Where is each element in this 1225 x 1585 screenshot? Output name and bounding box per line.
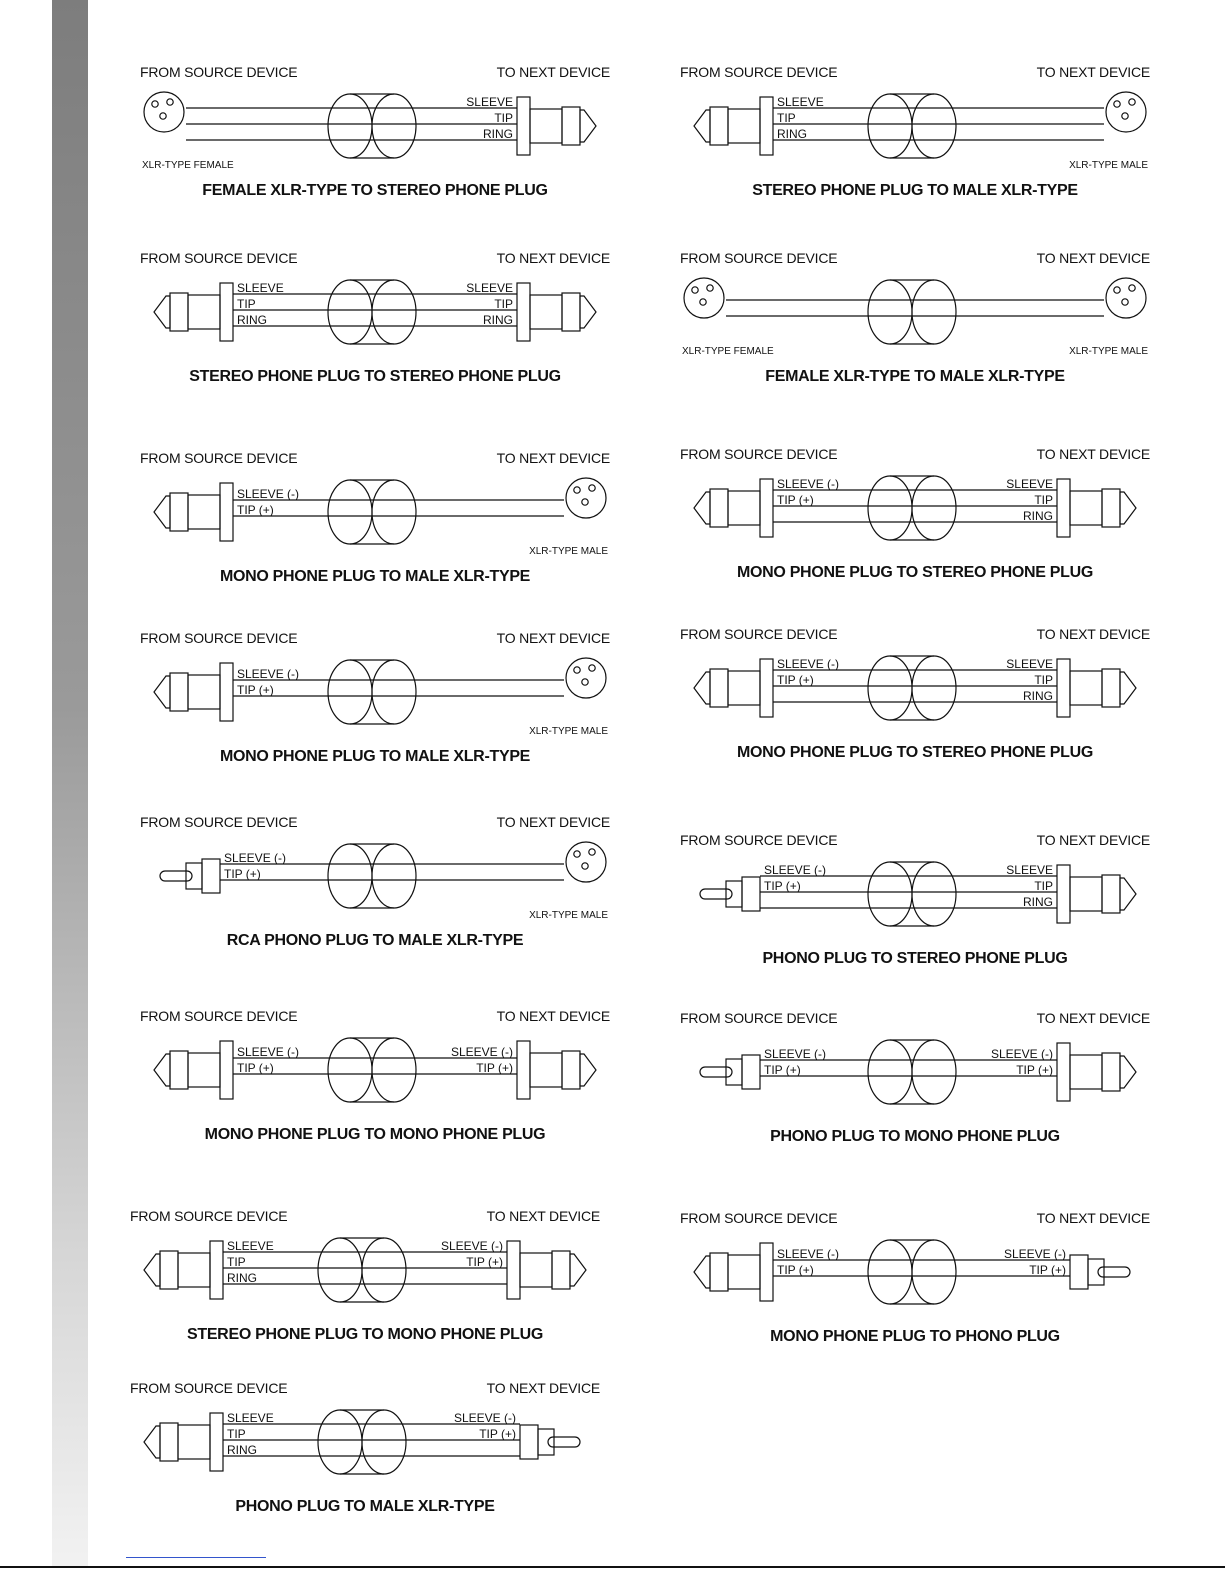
wire-label: TIP [1034, 673, 1053, 687]
plug-body-icon [178, 1253, 210, 1287]
wire-label: RING [227, 1443, 257, 1457]
wire-label: XLR-TYPE MALE [529, 726, 608, 737]
xlr-pin-icon [1122, 113, 1128, 119]
plug-collar-icon [760, 1243, 773, 1301]
wire-label: TIP (+) [237, 683, 274, 697]
xlr-pin-icon [1114, 101, 1120, 107]
plug-collar-icon [1057, 479, 1070, 537]
plug-collar-icon [760, 659, 773, 717]
wiring-diagram [680, 64, 1150, 182]
wire-label: TIP [1034, 493, 1053, 507]
rca-pin-icon [1098, 1267, 1130, 1277]
source-label: FROM SOURCE DEVICE [140, 450, 298, 466]
wire-label: RING [483, 313, 513, 327]
destination-label: TO NEXT DEVICE [486, 1380, 600, 1396]
cable-jacket-icon [868, 656, 912, 720]
diagram-cell [140, 450, 610, 600]
plug-collar-icon [220, 283, 233, 341]
wire-label: RING [1023, 509, 1053, 523]
diagram-caption: MONO PHONE PLUG TO STEREO PHONE PLUG [736, 744, 1094, 761]
plug-tip-icon [580, 110, 596, 142]
wire-label: TIP [494, 297, 513, 311]
cable-jacket-icon [372, 94, 416, 158]
diagram-caption: STEREO PHONE PLUG TO MONO PHONE PLUG [186, 1326, 544, 1343]
diagram-cell [130, 1380, 600, 1530]
plug-body-icon [530, 1053, 562, 1087]
plug-collar-icon [220, 663, 233, 721]
plug-collar-icon [517, 283, 530, 341]
wire-label: TIP [227, 1427, 246, 1441]
destination-label: TO NEXT DEVICE [1036, 250, 1150, 266]
wire-label: TIP (+) [1029, 1263, 1066, 1277]
source-label: FROM SOURCE DEVICE [140, 814, 298, 830]
plug-body-icon [728, 1255, 760, 1289]
plug-collar-icon [517, 1041, 530, 1099]
plug-sleeve-icon [170, 1051, 188, 1089]
wiring-diagram [140, 64, 610, 182]
wire-label: TIP [1034, 879, 1053, 893]
cable-jacket-icon [362, 1238, 406, 1302]
xlr-pin-icon [1122, 299, 1128, 305]
diagram-caption: MONO PHONE PLUG TO MONO PHONE PLUG [204, 1126, 546, 1143]
plug-tip-icon [580, 1054, 596, 1086]
diagram-caption: MONO PHONE PLUG TO STEREO PHONE PLUG [736, 564, 1094, 581]
diagram-cell [140, 64, 610, 214]
wire-label: XLR-TYPE MALE [529, 546, 608, 557]
wiring-diagram [680, 626, 1150, 744]
destination-label: TO NEXT DEVICE [496, 64, 610, 80]
rca-shell-icon [186, 863, 202, 889]
xlr-connector-icon [1106, 92, 1146, 132]
wire-label: RING [777, 127, 807, 141]
destination-label: TO NEXT DEVICE [496, 1008, 610, 1024]
xlr-pin-icon [574, 851, 580, 857]
wire-label: SLEEVE [1006, 863, 1053, 877]
diagram-cell [680, 1010, 1150, 1160]
cable-jacket-icon [868, 476, 912, 540]
diagram-caption: RCA PHONO PLUG TO MALE XLR-TYPE [226, 932, 524, 949]
diagram-caption: PHONO PLUG TO STEREO PHONE PLUG [762, 950, 1068, 967]
plug-body-icon [188, 1053, 220, 1087]
cable-jacket-icon [912, 1040, 956, 1104]
plug-tip-icon [570, 1254, 586, 1286]
footer-link-underline [126, 1557, 266, 1558]
xlr-pin-icon [707, 285, 713, 291]
plug-collar-icon [210, 1241, 223, 1299]
plug-collar-icon [760, 479, 773, 537]
rca-pin-icon [548, 1437, 580, 1447]
plug-body-icon [178, 1425, 210, 1459]
source-label: FROM SOURCE DEVICE [140, 630, 298, 646]
wire-label: TIP (+) [777, 1263, 814, 1277]
plug-collar-icon [507, 1241, 520, 1299]
plug-body-icon [188, 495, 220, 529]
diagram-caption: STEREO PHONE PLUG TO STEREO PHONE PLUG [189, 368, 561, 385]
wire-label: SLEEVE [1006, 657, 1053, 671]
diagram-caption: FEMALE XLR-TYPE TO MALE XLR-TYPE [765, 368, 1065, 385]
plug-tip-icon [580, 296, 596, 328]
diagram-cell [680, 250, 1150, 400]
wire-label: RING [1023, 689, 1053, 703]
wiring-diagram [680, 1010, 1150, 1128]
diagram-cell [130, 1208, 600, 1358]
rca-collar-icon [1070, 1255, 1088, 1289]
plug-body-icon [1070, 491, 1102, 525]
cable-jacket-icon [328, 844, 372, 908]
cable-jacket-icon [328, 280, 372, 344]
wiring-diagram [140, 250, 610, 368]
wire-label: XLR-TYPE MALE [529, 910, 608, 921]
wire-label: SLEEVE (-) [224, 851, 287, 865]
plug-collar-icon [1057, 1043, 1070, 1101]
wire-label: SLEEVE (-) [777, 477, 840, 491]
wire-label: TIP [494, 111, 513, 125]
destination-label: TO NEXT DEVICE [1036, 1210, 1150, 1226]
plug-collar-icon [220, 483, 233, 541]
wire-label: SLEEVE (-) [237, 667, 300, 681]
rca-pin-icon [700, 1067, 732, 1077]
destination-label: TO NEXT DEVICE [1036, 64, 1150, 80]
plug-collar-icon [1057, 659, 1070, 717]
wire-label: XLR-TYPE MALE [1069, 160, 1148, 171]
plug-sleeve-icon [170, 293, 188, 331]
wire-label: SLEEVE [237, 281, 284, 295]
destination-label: TO NEXT DEVICE [486, 1208, 600, 1224]
wire-label: SLEEVE [227, 1411, 274, 1425]
wire-label: SLEEVE (-) [990, 1047, 1053, 1061]
destination-label: TO NEXT DEVICE [1036, 832, 1150, 848]
source-label: FROM SOURCE DEVICE [680, 626, 838, 642]
rca-collar-icon [202, 859, 220, 893]
plug-sleeve-icon [710, 107, 728, 145]
source-label: FROM SOURCE DEVICE [680, 64, 838, 80]
xlr-pin-icon [582, 679, 588, 685]
plug-sleeve-icon [160, 1251, 178, 1289]
diagram-cell [140, 1008, 610, 1158]
source-label: FROM SOURCE DEVICE [680, 1210, 838, 1226]
cable-jacket-icon [328, 1038, 372, 1102]
plug-collar-icon [1057, 865, 1070, 923]
wire-label: SLEEVE (-) [764, 863, 827, 877]
plug-body-icon [530, 295, 562, 329]
wiring-diagram [140, 630, 610, 748]
plug-tip-icon [694, 1256, 710, 1288]
source-label: FROM SOURCE DEVICE [130, 1380, 288, 1396]
plug-sleeve-icon [562, 107, 580, 145]
plug-sleeve-icon [1102, 489, 1120, 527]
destination-label: TO NEXT DEVICE [496, 814, 610, 830]
destination-label: TO NEXT DEVICE [1036, 626, 1150, 642]
wire-label: TIP (+) [479, 1427, 516, 1441]
wiring-diagram [140, 450, 610, 568]
wire-label: TIP (+) [476, 1061, 513, 1075]
cable-jacket-icon [328, 660, 372, 724]
plug-sleeve-icon [170, 673, 188, 711]
cable-jacket-icon [912, 656, 956, 720]
diagram-cell [140, 250, 610, 400]
diagram-cell [680, 832, 1150, 982]
wire-label: SLEEVE [1006, 477, 1053, 491]
wire-label: SLEEVE (-) [777, 657, 840, 671]
wire-label: SLEEVE (-) [764, 1047, 827, 1061]
plug-body-icon [188, 295, 220, 329]
cable-jacket-icon [868, 94, 912, 158]
wire-label: RING [483, 127, 513, 141]
plug-sleeve-icon [562, 293, 580, 331]
cable-jacket-icon [912, 94, 956, 158]
cable-jacket-icon [362, 1410, 406, 1474]
source-label: FROM SOURCE DEVICE [680, 250, 838, 266]
plug-collar-icon [760, 97, 773, 155]
wire-label: RING [227, 1271, 257, 1285]
xlr-pin-icon [589, 849, 595, 855]
footer-rule [0, 1566, 1225, 1568]
wire-label: RING [237, 313, 267, 327]
wire-label: SLEEVE [466, 95, 513, 109]
wiring-diagram [680, 446, 1150, 564]
wire-label: SLEEVE (-) [237, 1045, 300, 1059]
diagram-cell [680, 1210, 1150, 1360]
xlr-pin-icon [582, 499, 588, 505]
cable-jacket-icon [868, 280, 912, 344]
wiring-diagram [680, 250, 1150, 368]
plug-sleeve-icon [552, 1251, 570, 1289]
source-label: FROM SOURCE DEVICE [140, 250, 298, 266]
plug-body-icon [728, 109, 760, 143]
rca-pin-icon [160, 871, 192, 881]
wire-label: SLEEVE [777, 95, 824, 109]
source-label: FROM SOURCE DEVICE [140, 64, 298, 80]
wiring-diagram [130, 1208, 600, 1326]
plug-tip-icon [154, 676, 170, 708]
xlr-connector-icon [1106, 278, 1146, 318]
cable-jacket-icon [912, 862, 956, 926]
wire-label: TIP (+) [764, 1063, 801, 1077]
cable-jacket-icon [372, 480, 416, 544]
xlr-pin-icon [589, 485, 595, 491]
plug-collar-icon [517, 97, 530, 155]
diagram-cell [140, 630, 610, 780]
plug-sleeve-icon [160, 1423, 178, 1461]
wire-label: TIP (+) [777, 493, 814, 507]
cable-jacket-icon [912, 476, 956, 540]
xlr-pin-icon [167, 99, 173, 105]
wire-label: TIP [227, 1255, 246, 1269]
xlr-pin-icon [692, 287, 698, 293]
diagram-caption: MONO PHONE PLUG TO PHONO PLUG [770, 1328, 1060, 1345]
destination-label: TO NEXT DEVICE [496, 630, 610, 646]
plug-body-icon [1070, 877, 1102, 911]
wire-label: TIP (+) [466, 1255, 503, 1269]
rca-collar-icon [520, 1425, 538, 1459]
xlr-pin-icon [589, 665, 595, 671]
xlr-pin-icon [152, 101, 158, 107]
xlr-pin-icon [574, 487, 580, 493]
wire-label: XLR-TYPE MALE [1069, 346, 1148, 357]
wire-label: XLR-TYPE FEMALE [142, 160, 234, 171]
destination-label: TO NEXT DEVICE [1036, 446, 1150, 462]
diagram-cell [680, 64, 1150, 214]
diagram-cell [680, 626, 1150, 776]
plug-tip-icon [154, 496, 170, 528]
wire-label: TIP (+) [224, 867, 261, 881]
cable-jacket-icon [328, 94, 372, 158]
rca-shell-icon [538, 1429, 554, 1455]
wire-label: TIP (+) [777, 673, 814, 687]
plug-body-icon [188, 675, 220, 709]
xlr-pin-icon [1129, 99, 1135, 105]
diagram-caption: PHONO PLUG TO MONO PHONE PLUG [770, 1128, 1060, 1145]
wiring-diagram [680, 1210, 1150, 1328]
wire-label: SLEEVE (-) [450, 1045, 513, 1059]
wire-label: SLEEVE (-) [237, 487, 300, 501]
xlr-connector-icon [684, 278, 724, 318]
destination-label: TO NEXT DEVICE [1036, 1010, 1150, 1026]
cable-jacket-icon [868, 1240, 912, 1304]
plug-sleeve-icon [1102, 669, 1120, 707]
source-label: FROM SOURCE DEVICE [680, 446, 838, 462]
plug-body-icon [1070, 1055, 1102, 1089]
plug-sleeve-icon [1102, 875, 1120, 913]
plug-collar-icon [220, 1041, 233, 1099]
rca-shell-icon [726, 881, 742, 907]
wiring-diagram [140, 1008, 610, 1126]
plug-tip-icon [694, 492, 710, 524]
cable-jacket-icon [912, 280, 956, 344]
plug-body-icon [1070, 671, 1102, 705]
xlr-pin-icon [582, 863, 588, 869]
diagram-caption: MONO PHONE PLUG TO MALE XLR-TYPE [219, 748, 531, 765]
plug-tip-icon [1120, 1056, 1136, 1088]
plug-tip-icon [694, 110, 710, 142]
source-label: FROM SOURCE DEVICE [140, 1008, 298, 1024]
xlr-connector-icon [566, 658, 606, 698]
wire-label: TIP [237, 297, 256, 311]
source-label: FROM SOURCE DEVICE [130, 1208, 288, 1224]
plug-sleeve-icon [170, 493, 188, 531]
wiring-diagram [130, 1380, 600, 1498]
diagram-caption: STEREO PHONE PLUG TO MALE XLR-TYPE [752, 182, 1078, 199]
plug-tip-icon [154, 296, 170, 328]
wire-label: TIP [777, 111, 796, 125]
rca-pin-icon [700, 889, 732, 899]
cable-jacket-icon [318, 1238, 362, 1302]
plug-body-icon [728, 491, 760, 525]
diagram-caption: MONO PHONE PLUG TO MALE XLR-TYPE [219, 568, 531, 585]
cable-jacket-icon [372, 660, 416, 724]
diagram-cell [680, 446, 1150, 596]
xlr-connector-icon [566, 842, 606, 882]
xlr-pin-icon [160, 113, 166, 119]
wire-label: SLEEVE [466, 281, 513, 295]
wire-label: SLEEVE (-) [777, 1247, 840, 1261]
plug-sleeve-icon [1102, 1053, 1120, 1091]
plug-collar-icon [210, 1413, 223, 1471]
wire-label: SLEEVE [227, 1239, 274, 1253]
plug-tip-icon [154, 1054, 170, 1086]
cable-jacket-icon [868, 862, 912, 926]
rca-shell-icon [1088, 1259, 1104, 1285]
diagram-caption: PHONO PLUG TO MALE XLR-TYPE [235, 1498, 495, 1515]
rca-collar-icon [742, 877, 760, 911]
wire-label: SLEEVE (-) [440, 1239, 503, 1253]
xlr-connector-icon [566, 478, 606, 518]
rca-shell-icon [726, 1059, 742, 1085]
cable-jacket-icon [328, 480, 372, 544]
wire-label: XLR-TYPE FEMALE [682, 346, 774, 357]
plug-body-icon [520, 1253, 552, 1287]
plug-sleeve-icon [710, 669, 728, 707]
plug-tip-icon [1120, 492, 1136, 524]
side-bar [52, 0, 88, 1568]
plug-tip-icon [1120, 672, 1136, 704]
rca-collar-icon [742, 1055, 760, 1089]
xlr-pin-icon [1114, 287, 1120, 293]
cable-jacket-icon [372, 844, 416, 908]
cable-jacket-icon [912, 1240, 956, 1304]
wire-label: SLEEVE (-) [453, 1411, 516, 1425]
wire-label: TIP (+) [237, 503, 274, 517]
wire-label: TIP (+) [1016, 1063, 1053, 1077]
wiring-diagram [140, 814, 610, 932]
diagram-caption: FEMALE XLR-TYPE TO STEREO PHONE PLUG [202, 182, 548, 199]
destination-label: TO NEXT DEVICE [496, 450, 610, 466]
destination-label: TO NEXT DEVICE [496, 250, 610, 266]
wire-label: SLEEVE (-) [1003, 1247, 1066, 1261]
plug-sleeve-icon [710, 489, 728, 527]
wire-label: TIP (+) [237, 1061, 274, 1075]
plug-body-icon [530, 109, 562, 143]
xlr-pin-icon [1129, 285, 1135, 291]
xlr-connector-icon [144, 92, 184, 132]
plug-tip-icon [144, 1426, 160, 1458]
cable-jacket-icon [372, 280, 416, 344]
wire-label: TIP (+) [764, 879, 801, 893]
source-label: FROM SOURCE DEVICE [680, 1010, 838, 1026]
plug-sleeve-icon [710, 1253, 728, 1291]
cable-jacket-icon [868, 1040, 912, 1104]
plug-tip-icon [1120, 878, 1136, 910]
wiring-diagram [680, 832, 1150, 950]
wire-label: RING [1023, 895, 1053, 909]
cable-jacket-icon [318, 1410, 362, 1474]
xlr-pin-icon [574, 667, 580, 673]
source-label: FROM SOURCE DEVICE [680, 832, 838, 848]
plug-sleeve-icon [562, 1051, 580, 1089]
diagram-cell [140, 814, 610, 964]
xlr-pin-icon [700, 299, 706, 305]
plug-tip-icon [144, 1254, 160, 1286]
plug-body-icon [728, 671, 760, 705]
plug-tip-icon [694, 672, 710, 704]
cable-jacket-icon [372, 1038, 416, 1102]
